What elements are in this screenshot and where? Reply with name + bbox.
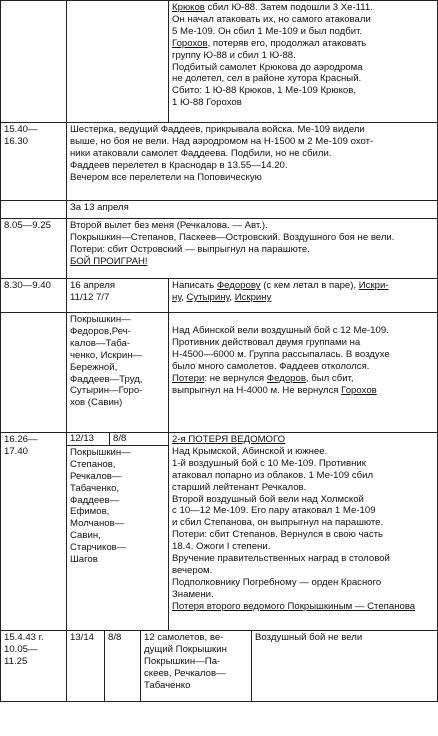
time-cell [1,313,67,433]
group-line: 12 самолетов, ве- [144,632,224,643]
event-cell [67,123,438,201]
event-text: сбил Ю-88. Затем подошли 3 Хе-111. [204,2,373,13]
crew-line: ченко, Искрин— [70,349,143,361]
event-text: Противник действовал двумя группами на [172,336,361,348]
time-cell [1,631,67,702]
group-line: скеев, Речкалов— [144,667,226,679]
event-text: 18.4. Ожоги I степени. [172,541,271,553]
time-cell [1,123,67,201]
log-row-second-sortie [1,219,438,279]
log-row-april-16 [1,279,438,313]
time-cell [1,1,67,123]
event-cell [169,433,438,631]
group-result-table [141,631,437,701]
date-text: 16 апреля [70,280,116,291]
pilot-name: ну [172,291,182,303]
pilot-name: Горохов [341,384,377,396]
crew-line: Сутырин—Горо- [70,385,143,397]
time-start: 10.05— [4,643,38,655]
event-text: Потери: сбит Степанов. Вернулся в свою часть [172,529,384,541]
event-cell [169,1,438,123]
event-text: вечером. [172,564,213,576]
event-text: ники атаковали самолет Фаддеева. Подбили, но не сбили. [70,147,332,159]
sortie-number: 13/14 [67,631,105,702]
note-text: (с кем летал в паре), [260,280,359,291]
event-text: Над Абинской вели воздушный бой с 12 Ме-109. [172,325,389,336]
crew-line: Старчиков— [70,542,127,554]
event-text: Вручение правительственных наград в столовой [172,553,390,565]
pilot-name: Федорову [216,280,261,291]
event-text: группу Ю-88 и сбил 1 Ю-88. [172,49,296,61]
crew-line: Бережной, [70,361,118,373]
event-text: Над Крымской, Абинской и южнее. [172,445,328,457]
pilot-name: Федоров [266,372,306,384]
group-and-result [141,631,438,702]
crew-list [67,445,168,567]
event-text: с 10—12 Ме-109. Его пару атаковал 1 Ме-109 [172,505,376,517]
event-text: и сбил Степанова, он выпрыгнул на парашюте. [172,517,384,529]
event-text: Второй вылет без меня (Речкалова. — Авт.). [70,220,268,231]
loss-footer: Потеря второго ведомого Покрышкиным — Степанова [172,600,416,612]
loss-label: Потери [172,372,205,384]
event-text: старший лейтенант Речкалов. [172,481,307,493]
event-text: Подбитый самолет Крюкова до аэродрома [172,61,363,73]
crew-line: Степанов, [70,458,116,470]
note-text: , [229,291,235,303]
crew-line: Федоров,Реч- [70,325,131,337]
log-row-april-15 [1,631,438,702]
crew-line: хов (Савин) [70,397,123,409]
event-text: Покрышкин—Степанов, Паскеев—Островский. Воздушного боя не вели. [70,231,395,243]
event-text: , был сбит, [305,372,354,384]
note-text: Написать [172,280,217,291]
crew-line: Ефимов, [70,506,110,518]
crew-cell [67,433,169,631]
log-row-faddeev [1,123,438,201]
date-row [1,201,438,219]
event-text: : не вернулся [204,372,267,384]
event-text: , потеряв его, продолжал атаковать [207,37,367,49]
log-row-krukov [1,1,438,123]
crew-cell [67,1,169,123]
section-title: 2-я ПОТЕРЯ ВЕДОМОГО [172,434,286,445]
sortie-number: 12/13 [67,433,110,445]
crew-line: Покрышкин— [70,314,131,325]
event-text: выше, но боя не вели. Над аэродромом на Н-1500 м 2 Ме-109 охот- [70,135,374,147]
crew-cell [67,313,169,433]
note-cell [169,279,438,313]
pilot-name: Искри- [358,280,389,291]
time-cell [1,201,67,219]
event-text: выпрыгнул на Н-4000 м. Не вернулся [172,384,342,396]
time-end: 17.40 [4,445,29,457]
crew-line: Фаддеев—Труд, [70,373,143,385]
event-cell [169,313,438,433]
date-header: За 13 апреля [67,201,438,219]
pilot-name: Крюков [172,2,205,13]
sortie-info-table [67,433,168,567]
event-text: было много самолетов. Фаддеев откололся. [172,360,370,372]
event-text: Сбито: 1 Ю-88 Крюков, 1 Ме-109 Крюков, [172,85,356,97]
crew-line: Шагов [70,554,98,566]
crew-line: Фаддеев— [70,494,120,506]
crew-line: калов—Таба- [70,337,131,349]
date-cell [67,279,169,313]
event-text: 1 Ю-88 Горохов [172,97,242,109]
event-text: Вечером все перелетели на Поповическую [70,171,262,183]
battle-lost-note: БОЙ ПРОИГРАН! [70,255,148,267]
group-cell [141,631,252,701]
pilot-name: Горохов [172,37,208,49]
event-text: Второй воздушный бой вели над Холмской [172,493,364,505]
event-text: 5 Ме-109. Он сбил 1 Ме-109 и был подбит. [172,25,363,37]
time-end: 16.30 [4,135,29,147]
group-line: дущий Покрышкин [144,643,227,655]
event-text: Н-4500—6000 м. Группа рассыпалась. В воздухе [172,348,390,360]
time-start: 15.40— [4,124,38,135]
result-cell: Воздушный бой не вели [255,632,363,643]
crew-line: Савин, [70,530,101,542]
time-start: 16.26— [4,434,38,445]
event-text: атаковал попарно из облаков. 1 Ме-109 сбил [172,469,374,481]
event-text: Он начал атаковать их, но самого атаковали [172,13,371,25]
sortie-ratio: 8/8 [105,631,141,702]
date-text: 15.4.43 г. [4,632,44,643]
crew-line: Молчанов— [70,518,125,530]
crew-line: Речкалов— [70,470,122,482]
event-text: не долетел, сел в районе хутора Красный. [172,73,362,85]
event-text: Подполковнику Погребному — орден Красного [172,576,382,588]
pilot-name: Искрину [234,291,272,303]
event-text: 1-й воздушный бой с 10 Ме-109. Противник [172,457,366,469]
pilot-name: Сутырину [186,291,230,303]
log-row-second-wingman-loss [1,433,438,631]
crew-line: Табаченко, [70,482,120,494]
time-cell: 8.30—9.40 [1,279,67,313]
time-cell: 8.05—9.25 [1,219,67,279]
time-cell [1,433,67,631]
event-text: Шестерка, ведущий Фаддеев, прикрывала войска. Ме-109 видели [70,124,365,135]
group-line: Табаченко [144,679,191,691]
time-end: 11.25 [4,655,28,667]
sortie-ratio: 8/8 [110,433,169,445]
group-line: Покрышкин—Па- [144,655,221,667]
event-text: Знамени. [172,588,214,600]
note-text: , [181,291,187,303]
crew-line: Покрышкин— [70,446,131,458]
log-row-abinskaya [1,313,438,433]
event-text: Фаддеев перелетел в Краснодар в 13.55—14.20. [70,159,288,171]
event-text: Потери: сбит Островский — выпрыгнул на парашюте. [70,243,310,255]
event-cell [67,219,438,279]
sortie-count: 11/12 7/7 [70,291,110,303]
